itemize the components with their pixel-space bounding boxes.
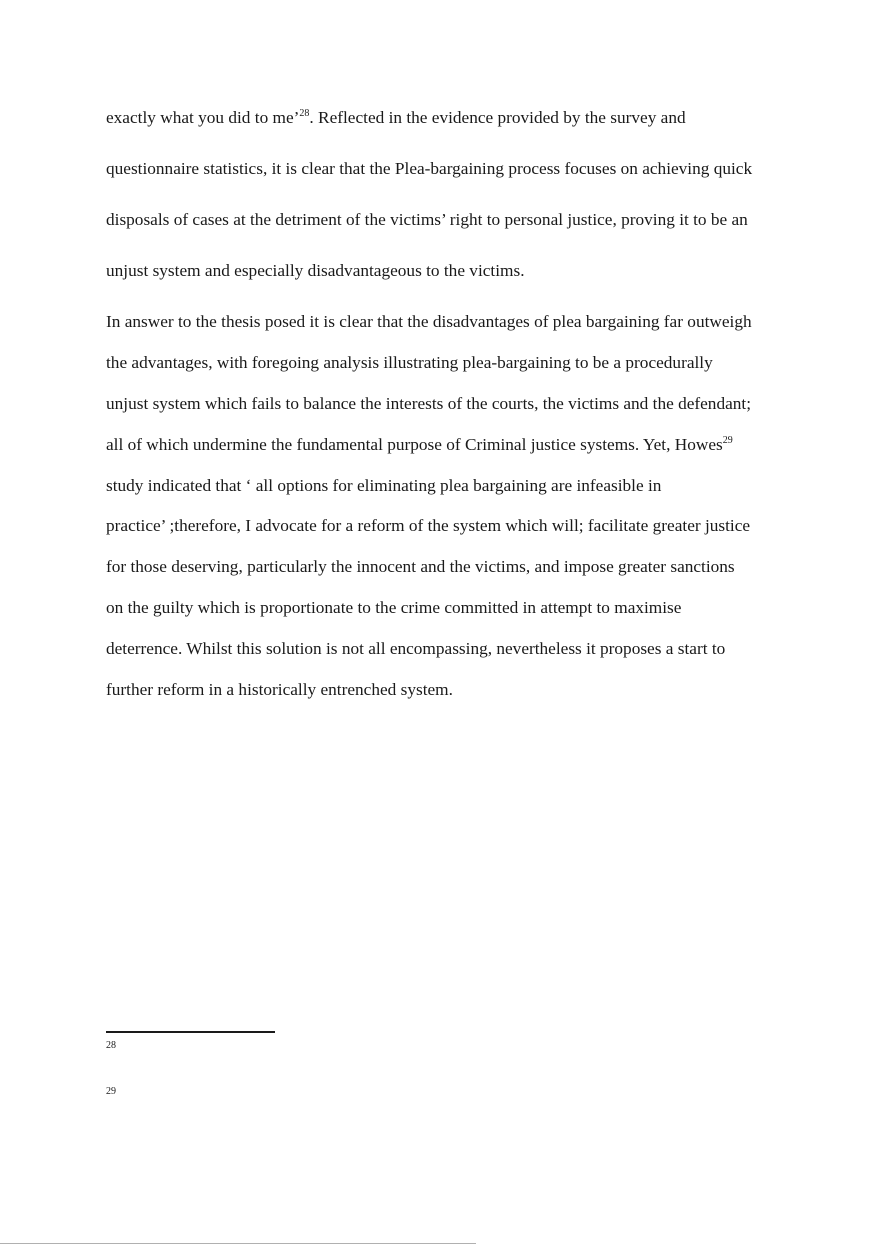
footnote-ref-29[interactable]: 29 <box>722 435 733 446</box>
body-text-line <box>106 436 733 453</box>
body-text-line <box>106 109 686 126</box>
body-text-line: questionnaire statistics, it is clear that the Plea-bargaining process focuses on achieving quick <box>106 159 753 178</box>
footnote-number-28: 28 <box>106 1040 116 1051</box>
body-text-line: disposals of cases at the detriment of the victims’ right to personal justice, proving it to be an <box>106 210 748 229</box>
footnote-number-29: 29 <box>106 1086 116 1097</box>
footnote-separator <box>106 1031 275 1033</box>
body-text-line: for those deserving, particularly the innocent and the victims, and impose greater sanctions <box>106 557 735 576</box>
text-span: all of which undermine the fundamental purpose of Criminal justice systems. Yet, Howes <box>106 435 723 454</box>
body-text-line: further reform in a historically entrenched system. <box>106 680 453 699</box>
body-text-line: unjust system which fails to balance the interests of the courts, the victims and the defendant; <box>106 394 752 413</box>
footnote-ref-28[interactable]: 28 <box>299 108 310 119</box>
body-text-line: study indicated that ‘ all options for eliminating plea bargaining are infeasible in <box>106 476 662 495</box>
body-text-line: In answer to the thesis posed it is clear that the disadvantages of plea bargaining far outweigh <box>106 312 752 331</box>
body-text-line: on the guilty which is proportionate to the crime committed in attempt to maximise <box>106 598 682 617</box>
body-text-line: the advantages, with foregoing analysis illustrating plea-bargaining to be a procedurally <box>106 353 713 372</box>
body-text-line: practice’ ;therefore, I advocate for a reform of the system which will; facilitate greater justice <box>106 516 751 535</box>
text-span: exactly what you did to me’ <box>106 108 300 127</box>
page-bottom-divider <box>0 1243 476 1244</box>
body-text-line: deterrence. Whilst this solution is not all encompassing, nevertheless it proposes a start to <box>106 639 726 658</box>
body-text-line: unjust system and especially disadvantageous to the victims. <box>106 261 525 280</box>
text-span: . Reflected in the evidence provided by the survey and <box>309 108 686 127</box>
